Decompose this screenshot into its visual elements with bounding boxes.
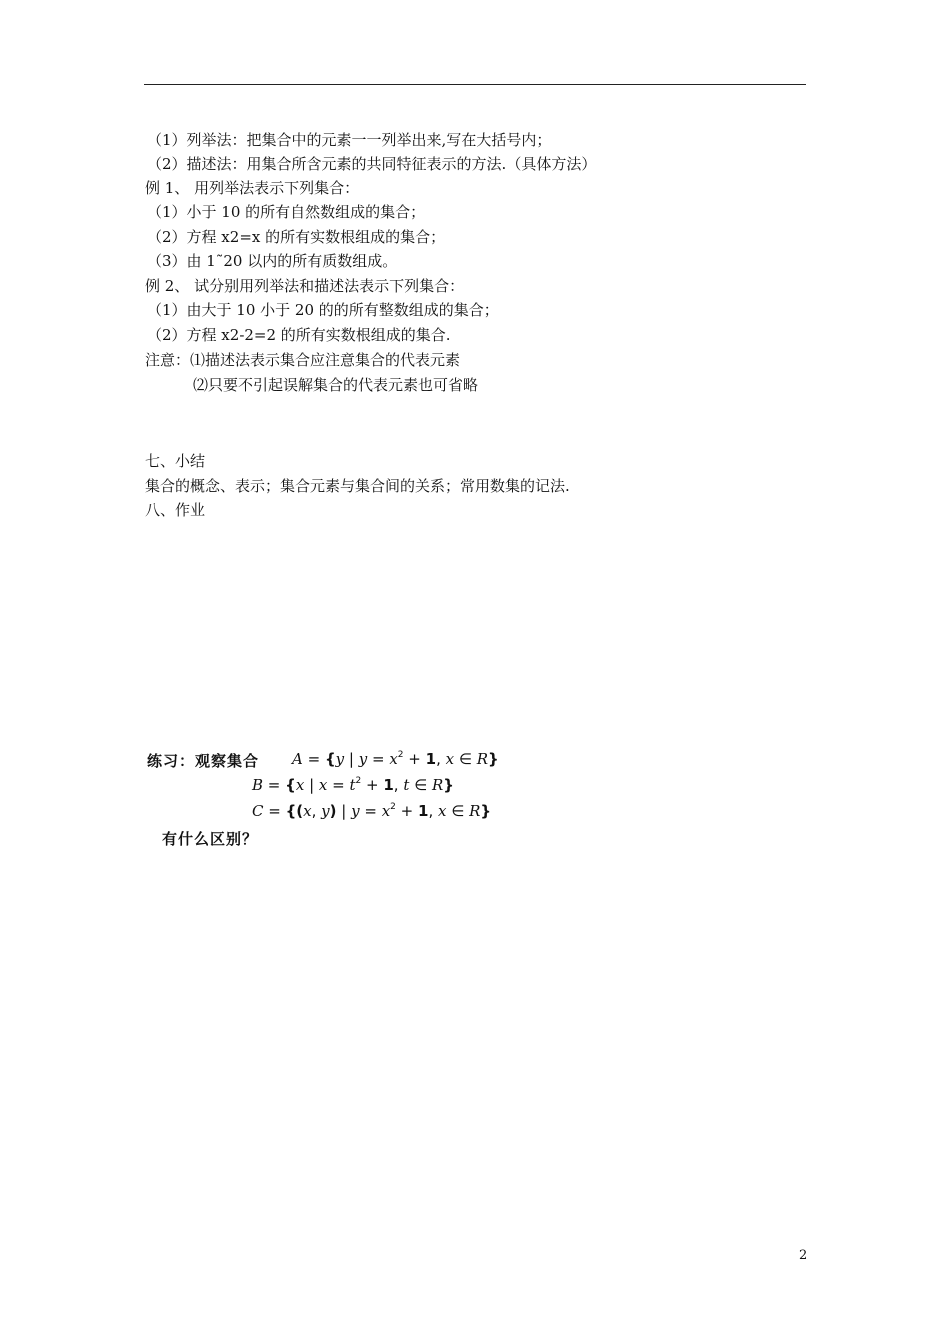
- text-line: （1）列举法：把集合中的元素一一列举出来,写在大括号内；: [147, 131, 552, 149]
- text-line: （2）描述法：用集合所含元素的共同特征表示的方法.（具体方法）: [147, 155, 597, 173]
- exercise-label: 练习：观察集合: [147, 752, 260, 770]
- page-number: 2: [799, 1248, 808, 1263]
- text-line: （2）方程 x2-2=2 的所有实数根组成的集合.: [147, 326, 451, 344]
- set-c-formula: C = {(x, y) | $y = x^2 + 1$, x ∈ R}: [252, 802, 492, 820]
- text-line: （1）小于 10 的所有自然数组成的集合；: [147, 203, 426, 221]
- section-heading: 八、作业: [145, 501, 206, 519]
- text-line: 例 2、 试分别用列举法和描述法表示下列集合：: [145, 277, 465, 295]
- text-line: （2）方程 x2=x 的所有实数根组成的集合；: [147, 228, 446, 246]
- set-b-formula: B = {x | $x = t^2 + 1$, t ∈ R}: [252, 776, 454, 794]
- header-rule: [144, 84, 806, 85]
- note-line: 注意：⑴描述法表示集合应注意集合的代表元素: [145, 351, 461, 369]
- text-line: （1）由大于 10 小于 20 的的所有整数组成的集合；: [147, 301, 499, 319]
- note-line: ⑵只要不引起误解集合的代表元素也可省略: [193, 376, 479, 394]
- text-line: （3）由 1˜20 以内的所有质数组成。: [147, 252, 398, 270]
- text-line: 例 1、 用列举法表示下列集合：: [145, 179, 360, 197]
- text-line: 集合的概念、表示；集合元素与集合间的关系；常用数集的记法.: [145, 477, 570, 495]
- exercise-question: 有什么区别？: [162, 830, 259, 848]
- section-heading: 七、小结: [145, 452, 206, 470]
- set-a-formula: A = {y | $y = x^2 + 1$, x ∈ R}: [292, 750, 499, 768]
